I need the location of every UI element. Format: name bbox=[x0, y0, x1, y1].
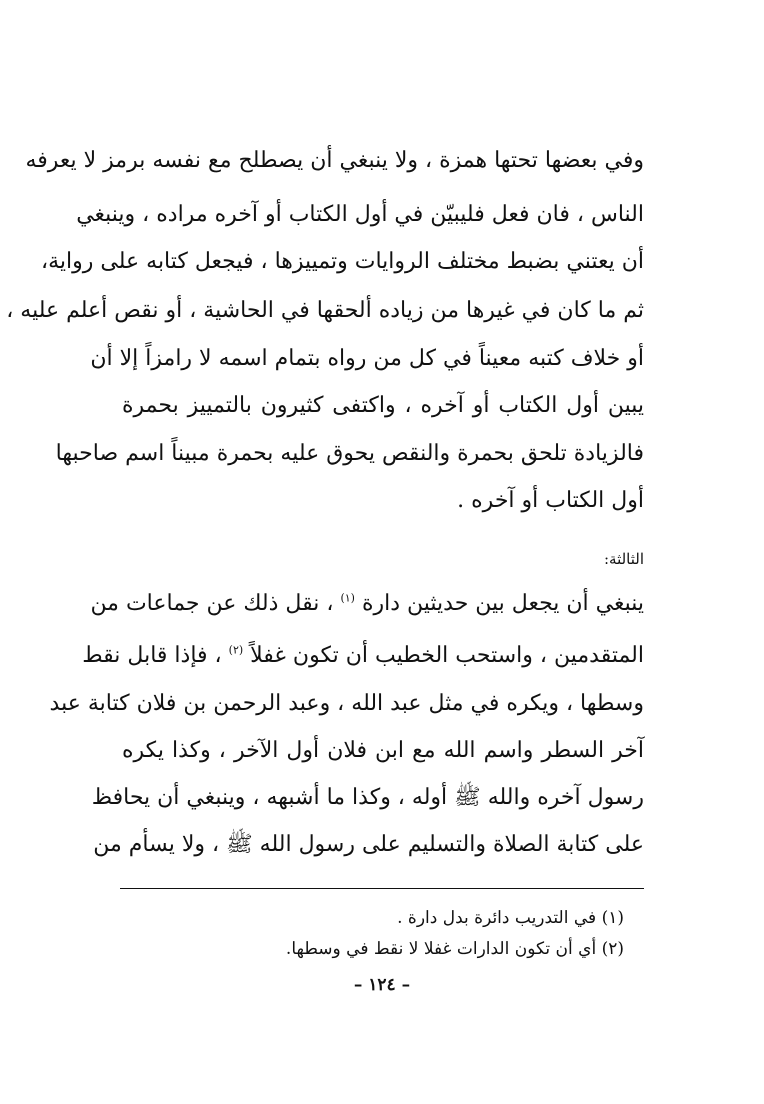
body-line: أو خلاف كتبه معيناً في كل من رواه بتمام اسمه لا رامزاً إلا أن bbox=[90, 346, 644, 371]
footnote-number: (١) bbox=[601, 908, 624, 928]
body-line: وفي بعضها تحتها همزة ، ولا ينبغي أن يصطلح مع نفسه برمز لا يعرفه bbox=[25, 148, 644, 173]
text-segment: ، فإذا قابل نقط bbox=[82, 643, 222, 668]
body-line: آخر السطر واسم الله مع ابن فلان أول الآخر ، وكذا يكره bbox=[122, 738, 644, 763]
footnote bbox=[124, 903, 624, 933]
footnote-text: أي أن تكون الدارات غفلا لا نقط في وسطها. bbox=[285, 939, 597, 959]
body-line: الناس ، فان فعل فليبيّن في أول الكتاب أو آخره مراده ، وينبغي bbox=[76, 202, 644, 227]
section-heading: الثالثة: bbox=[603, 550, 644, 568]
body-line: وسطها ، ويكره في مثل عبد الله ، وعبد الرحمن بن فلان كتابة عبد bbox=[49, 691, 644, 716]
text-segment: ينبغي أن يجعل بين حديثين دارة bbox=[361, 591, 644, 616]
body-line: فالزيادة تلحق بحمرة والنقص يحوق عليه بحمرة مبيناً اسم صاحبها bbox=[55, 441, 644, 466]
footnote-number: (٢) bbox=[601, 939, 624, 959]
footnote-marker: (٢) bbox=[228, 643, 244, 657]
body-line: أن يعتني بضبط مختلف الروايات وتمييزها ، فيجعل كتابه على رواية، bbox=[41, 249, 644, 274]
body-line: على كتابة الصلاة والتسليم على رسول الله ﷺ ، ولا يسأم من bbox=[93, 832, 644, 857]
text-segment: المتقدمين ، واستحب الخطيب أن تكون غفلاً bbox=[250, 643, 644, 668]
body-line: رسول آخره والله ﷺ أوله ، وكذا ما أشبهه ، وينبغي أن يحافظ bbox=[91, 785, 644, 810]
body-line-with-footnote bbox=[82, 636, 644, 676]
footnote bbox=[124, 934, 624, 964]
footnote-divider bbox=[120, 888, 644, 889]
footnote-marker: (١) bbox=[340, 591, 355, 605]
body-line: ثم ما كان في غيرها من زياده ألحقها في الحاشية ، أو نقص أعلم عليه ، bbox=[6, 298, 644, 323]
body-line: أول الكتاب أو آخره . bbox=[457, 488, 644, 513]
body-line-with-footnote bbox=[90, 584, 644, 624]
body-line: يبين أول الكتاب أو آخره ، واكتفى كثيرون بالتمييز بحمرة bbox=[122, 393, 644, 418]
page-number: – ١٢٤ – bbox=[353, 975, 411, 995]
footnote-text: في التدريب دائرة بدل دارة . bbox=[397, 908, 597, 928]
text-segment: ، نقل ذلك عن جماعات من bbox=[90, 591, 334, 616]
